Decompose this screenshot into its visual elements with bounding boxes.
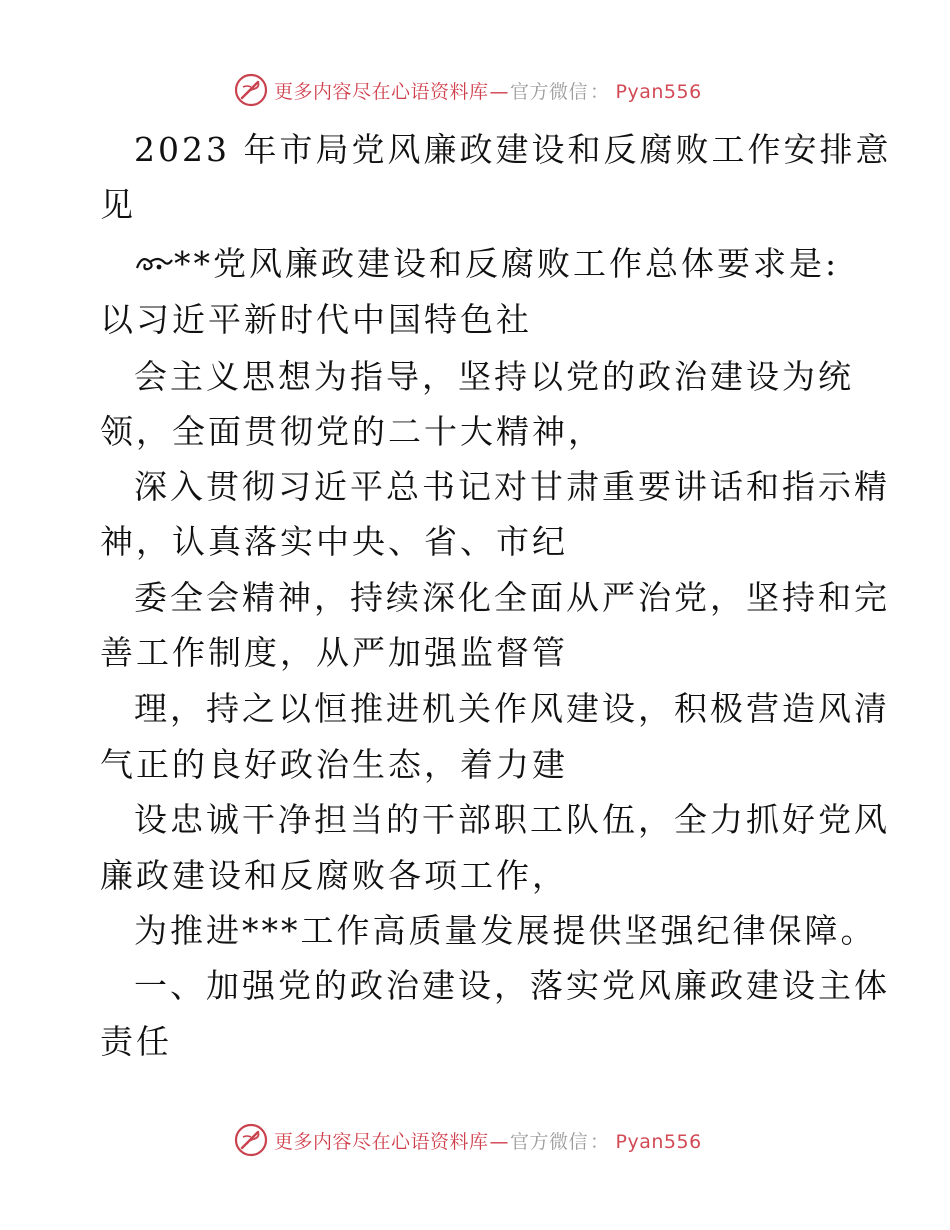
quill-logo-icon [234,73,268,107]
document-line: 以习近平新时代中国特色社 [100,300,532,339]
watermark-label: 官方微信 [510,1130,589,1153]
document-line-text: **党风廉政建设和反腐败工作总体要求是: [174,244,840,283]
document-line: 领，全面贯彻党的二十大精神， [100,412,604,451]
document-line: 理，持之以恒推进机关作风建设，积极营造风清 [134,689,890,728]
watermark-wechat-id: Pyan556 [615,1130,702,1153]
watermark-text [274,1127,702,1154]
watermark-text [274,77,702,104]
document-line: 气正的良好政治生态，着力建 [100,745,568,784]
watermark-wechat-id: Pyan556 [615,80,702,103]
watermark-label: 官方微信 [510,80,589,103]
document-line [134,244,839,284]
document-title-line-1: 2023 年市局党风廉政建设和反腐败工作安排意 [134,130,892,169]
watermark-brand: 更多内容尽在心语资料库 [274,1130,489,1153]
section-heading-line-1: 一、加强党的政治建设，落实党风廉政建设主体 [134,966,890,1005]
watermark-banner-top [234,70,702,110]
watermark-brand: 更多内容尽在心语资料库 [274,80,489,103]
document-line: 为推进***工作高质量发展提供坚强纪律保障。 [134,911,877,950]
document-line: 神，认真落实中央、省、市纪 [100,522,568,561]
document-line: 会主义思想为指导，坚持以党的政治建设为统 [134,357,854,396]
document-title-line-2: 见 [100,185,136,224]
document-line: 委全会精神，持续深化全面从严治党，坚持和完 [134,578,890,617]
section-heading-line-2: 责任 [100,1022,172,1061]
document-line: 善工作制度，从严加强监督管 [100,633,568,672]
document-line: 设忠诚干净担当的干部职工队伍，全力抓好党风 [134,800,890,839]
watermark-colon: ： [590,1130,610,1153]
watermark-separator: — [489,80,510,103]
document-line: 廉政建设和反腐败各项工作， [100,856,568,895]
quill-logo-icon [234,1123,268,1157]
watermark-colon: ： [590,80,610,103]
watermark-banner-bottom [234,1120,702,1160]
document-line: 深入贯彻习近平总书记对甘肃重要讲话和指示精 [134,467,890,506]
flourish-ornament-icon [134,248,174,278]
watermark-separator: — [489,1130,510,1153]
